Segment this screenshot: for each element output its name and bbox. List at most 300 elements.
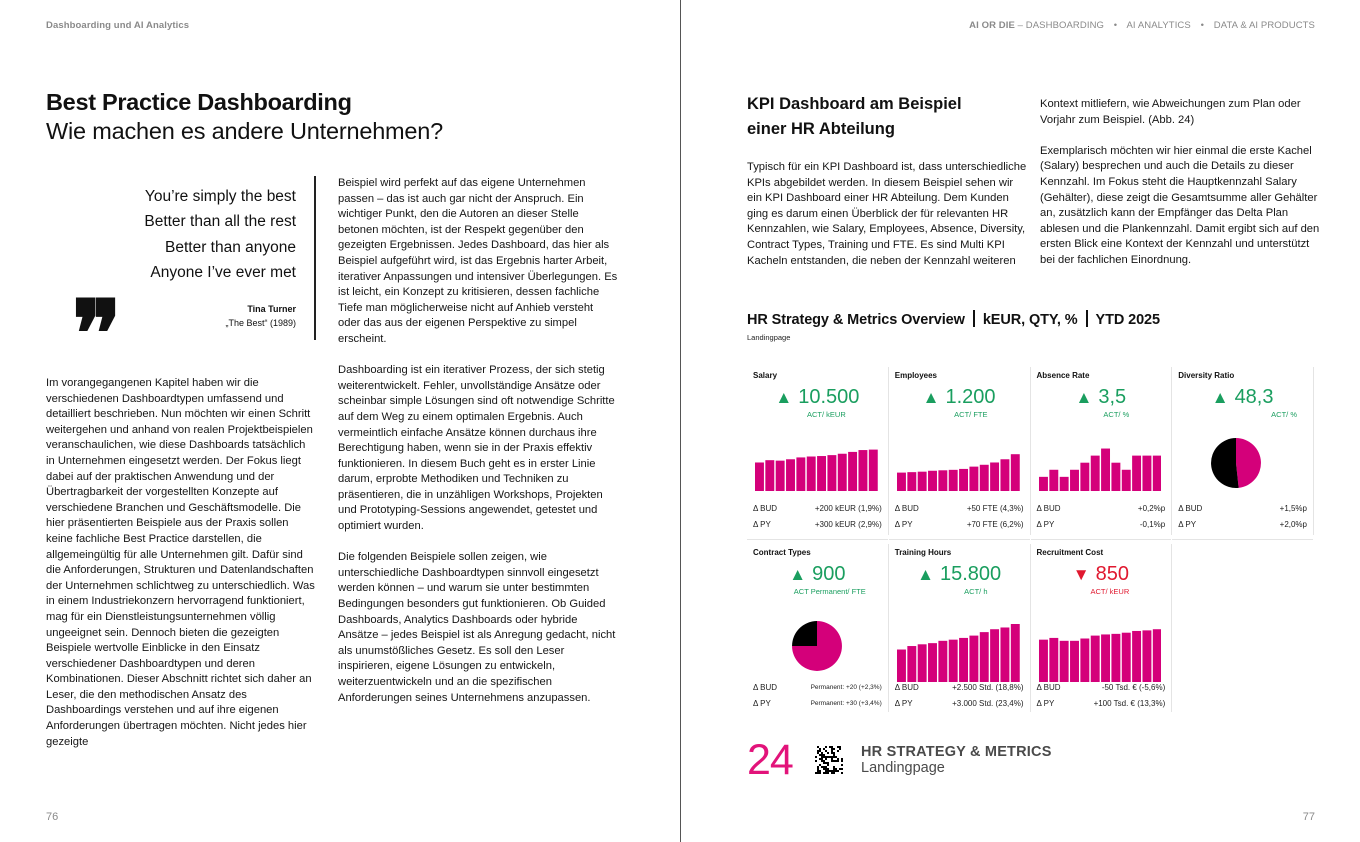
kpi-deltas xyxy=(753,680,882,712)
kpi-tile-contract-types[interactable] xyxy=(747,544,889,712)
bar-chart xyxy=(755,445,878,491)
bar xyxy=(1121,470,1130,491)
qr-module xyxy=(837,746,839,748)
kpi-value-number: 850 xyxy=(1095,563,1129,585)
qr-module xyxy=(831,752,833,754)
qr-module xyxy=(827,772,829,774)
figure-title: HR STRATEGY & METRICS xyxy=(861,744,1052,760)
bar xyxy=(959,638,968,682)
qr-module xyxy=(817,766,819,768)
bar xyxy=(1049,638,1058,682)
kpi-unit-label: ACT/ h xyxy=(964,587,988,596)
kpi-deltas xyxy=(1037,501,1166,533)
kpi-value-number: 15.800 xyxy=(939,563,1002,585)
kpi-chart xyxy=(897,445,1020,491)
qr-module xyxy=(837,760,839,762)
figure-subtitle: Landingpage xyxy=(861,760,945,776)
page-title: Best Practice Dashboarding xyxy=(46,89,352,115)
delta-value: +100 Tsd. € (13,3%) xyxy=(1093,699,1166,708)
delta-value: Permanent: +20 (+2,3%) xyxy=(810,684,882,691)
qr-module xyxy=(817,750,819,752)
bar-chart xyxy=(897,445,1020,491)
delta-value: +70 FTE (6,2%) xyxy=(966,520,1024,529)
dashboard-title-part: HR Strategy & Metrics Overview xyxy=(747,312,965,328)
triangle-up-icon: ▲ xyxy=(922,388,940,407)
bar xyxy=(969,467,978,491)
bar xyxy=(817,456,826,491)
bar xyxy=(1070,641,1079,682)
dashboard-header xyxy=(747,310,1314,342)
qr-module xyxy=(825,750,827,752)
kpi-tile-title: Diversity Ratio xyxy=(1178,371,1235,380)
qr-module xyxy=(825,746,827,748)
dashboard-title-part: kEUR, QTY, % xyxy=(982,312,1078,328)
qr-module xyxy=(815,756,817,758)
bar xyxy=(1039,477,1048,491)
triangle-up-icon: ▲ xyxy=(1211,388,1229,407)
qr-module xyxy=(817,770,819,772)
section-title xyxy=(747,92,1007,142)
qr-module xyxy=(825,758,827,760)
qr-module xyxy=(817,752,819,754)
kpi-value xyxy=(1037,386,1166,409)
kpi-value xyxy=(1037,563,1166,586)
bar xyxy=(980,632,989,682)
qr-module xyxy=(819,758,821,760)
qr-module xyxy=(819,748,821,750)
kpi-value xyxy=(753,563,882,586)
delta-row xyxy=(1178,501,1307,517)
qr-module xyxy=(815,772,817,774)
paragraph: Kontext mitliefern, wie Abweichungen zum Plan oder Vorjahr zum Beispiel. (Abb. 24) xyxy=(1040,98,1301,126)
qr-module xyxy=(829,756,831,758)
kpi-tile-diversity-ratio[interactable] xyxy=(1172,367,1314,535)
chapter-heading xyxy=(46,88,443,146)
bar xyxy=(1080,463,1089,491)
delta-value: -50 Tsd. € (-5,6%) xyxy=(1101,683,1166,692)
kpi-chart xyxy=(1210,437,1262,489)
qr-module xyxy=(819,764,821,766)
qr-module xyxy=(819,754,821,756)
kpi-value-number: 10.500 xyxy=(798,386,860,408)
title-separator xyxy=(973,310,975,327)
qr-module xyxy=(823,766,825,768)
bar xyxy=(1000,627,1009,682)
body-column-1 xyxy=(46,376,316,766)
bar xyxy=(765,460,774,491)
delta-label: Δ BUD xyxy=(753,504,778,513)
bar xyxy=(907,472,916,491)
bar xyxy=(1011,454,1020,491)
bar xyxy=(1111,634,1120,682)
pie-slice-other xyxy=(792,621,817,646)
bar xyxy=(928,471,937,491)
kpi-unit-label: ACT/ % xyxy=(1103,410,1130,419)
delta-label: Δ BUD xyxy=(894,683,919,692)
bar-chart xyxy=(897,624,1020,682)
kpi-value-number: 1.200 xyxy=(945,386,996,408)
kpi-unit-label: ACT/ kEUR xyxy=(806,410,846,419)
delta-value: +1,5%p xyxy=(1279,504,1307,513)
qr-module xyxy=(821,754,823,756)
bar xyxy=(755,462,764,491)
kpi-unit-label: ACT/ kEUR xyxy=(1090,587,1130,596)
qr-module xyxy=(841,764,843,766)
quote-source: „The Best“ (1989) xyxy=(225,318,296,328)
bar xyxy=(980,465,989,491)
kpi-deltas xyxy=(895,680,1024,712)
kpi-tile-title: Recruitment Cost xyxy=(1036,548,1104,557)
delta-label: Δ PY xyxy=(1178,520,1197,529)
section-title-line: einer HR Abteilung xyxy=(747,120,895,138)
qr-module xyxy=(823,756,825,758)
delta-row xyxy=(1037,680,1166,696)
bar xyxy=(990,629,999,682)
bar xyxy=(917,472,926,491)
delta-row xyxy=(1178,517,1307,533)
kpi-value xyxy=(753,386,882,409)
qr-module xyxy=(837,750,839,752)
qr-module xyxy=(833,766,835,768)
pie-chart xyxy=(791,620,843,672)
triangle-up-icon: ▲ xyxy=(789,565,807,584)
pie-chart xyxy=(1210,437,1262,489)
qr-module xyxy=(825,756,827,758)
qr-module xyxy=(831,772,833,774)
delta-row xyxy=(753,501,882,517)
qr-module xyxy=(823,762,825,764)
qr-module xyxy=(825,772,827,774)
qr-module xyxy=(833,748,835,750)
quote-line: You’re simply the best xyxy=(144,188,296,205)
delta-label: Δ PY xyxy=(753,520,771,529)
delta-row xyxy=(895,680,1024,696)
delta-value: +50 FTE (4,3%) xyxy=(966,504,1024,513)
title-separator xyxy=(1086,310,1088,327)
bar xyxy=(1142,456,1151,491)
triangle-up-icon: ▲ xyxy=(1075,388,1093,407)
bar xyxy=(1132,456,1141,491)
qr-module xyxy=(833,770,835,772)
bar xyxy=(907,646,916,682)
qr-module xyxy=(831,760,833,762)
qr-module xyxy=(833,756,835,758)
qr-module xyxy=(833,760,835,762)
bar-chart xyxy=(1039,624,1162,682)
qr-module xyxy=(825,770,827,772)
delta-label: Δ BUD xyxy=(753,683,778,692)
qr-module xyxy=(841,772,843,774)
bar xyxy=(786,459,795,491)
bar xyxy=(948,640,957,682)
delta-label: Δ BUD xyxy=(1036,504,1061,513)
running-head-part: – DASHBOARDING xyxy=(1017,20,1105,31)
bar xyxy=(1101,449,1110,491)
qr-module xyxy=(815,760,817,762)
paragraph: Im vorangegangenen Kapitel haben wir die verschiedenen Dashboardtypen umfassend und detailliert beschrieben. Nun möchten wir einen Schritt weitergehen und anhand von realen Projektbeispielen veranschaulichen, wie diese Dashboards tatsächlich in Unternehmen eingesetzt werden. Der Fokus liegt dabei auf der praktischen Anwendung und der Übertragbarkeit der vorgestellten Konzepte auf verschiedene Branchen und Geschäftsmodelle. Die hier präsentierten Beispiele aus der Praxis sollen keine fachliche Best Practice darstellen, die allgemeingültig für alle Unternehmen gilt. Dafür sind die Anforderungen, Strukturen und Datenlandschaften der Unternehmen schlichtweg zu unterschiedlich. Was in einem Industriekonzern hervorragend funktioniert, mag für ein Dienstleistungsunternehmen völlig ungeeignet sein. Dennoch bieten die gezeigten Beispiele wertvolle Einblicke in den Einsatz verschiedener Dashboardtypen und deren Kombinationen. Dieser Abschnitt richtet sich daher an Leser, die den methodischen Ansatz des Dashboardings verstehen und auf ihre eigenen Anforderungen übertragen möchten. Nicht jedes hier gezeigte xyxy=(46,377,315,748)
kpi-tile-title: Salary xyxy=(753,371,778,380)
kpi-chart xyxy=(791,620,843,672)
qr-module xyxy=(825,762,827,764)
qr-module xyxy=(833,772,835,774)
triangle-up-icon: ▲ xyxy=(917,565,934,584)
kpi-tile-title: Absence Rate xyxy=(1036,371,1090,380)
figure-caption-text xyxy=(861,744,1052,776)
qr-module xyxy=(831,756,833,758)
delta-label: Δ BUD xyxy=(1036,683,1061,692)
dashboard-title-part: YTD 2025 xyxy=(1095,312,1160,328)
kpi-chart xyxy=(755,445,878,491)
qr-module xyxy=(837,770,839,772)
running-head-left: Dashboarding und AI Analytics xyxy=(46,20,190,31)
kpi-chart xyxy=(1039,445,1162,491)
qr-module xyxy=(835,756,837,758)
quote-divider xyxy=(314,176,316,340)
bar xyxy=(969,636,978,682)
figure-caption xyxy=(747,738,1052,782)
paragraph: Exemplarisch möchten wir hier einmal die erste Kachel (Salary) besprechen und auch die Details zu dieser Kennzahl. Im Fokus steht die Hauptkennzahl Salary (Gehälter), diese zeigt die Gesamtsumme aller Gehälter an, zusätzlich kann der Empfänger das Delta Plan ablesen und die Plankennzahl. Damit ergibt sich auf den ersten Blick eine Kontext der Kennzahl und unterstützt bei der fachlichen Einordnung. xyxy=(1040,144,1320,266)
closing-quote-icon: ❞ xyxy=(72,280,116,388)
bar xyxy=(1152,456,1161,491)
bar xyxy=(948,470,957,491)
bar xyxy=(1000,459,1009,491)
kpi-deltas xyxy=(1178,501,1307,533)
qr-module xyxy=(827,752,829,754)
qr-module xyxy=(827,768,829,770)
qr-module xyxy=(841,768,843,770)
pie-slice-secondary xyxy=(1211,438,1239,488)
bar xyxy=(1111,463,1120,491)
qr-module xyxy=(831,758,833,760)
triangle-down-icon: ▼ xyxy=(1072,565,1090,584)
dashboard-subtitle: Landingpage xyxy=(747,333,791,342)
kpi-deltas xyxy=(895,501,1024,533)
bar xyxy=(807,457,816,492)
qr-module xyxy=(823,768,825,770)
bar xyxy=(838,454,847,491)
delta-row xyxy=(895,696,1024,712)
bar xyxy=(827,455,836,491)
delta-label: Δ BUD xyxy=(1178,504,1203,513)
paragraph: Typisch für ein KPI Dashboard ist, dass unterschiedliche KPIs abgebildet werden. In diesem Beispiel sehen wir ein KPI Dashboard einer HR Abteilung. Dem Kunden ging es darum einen Überblick der für relevanten HR Kennzahlen, wie Salary, Employees, Absence, Diversity, Contract Types, Training und FTE. Es sind Multi KPI Kacheln entstanden, die neben der Kennzahl weiteren xyxy=(747,161,1027,267)
bar xyxy=(1090,456,1099,491)
bar xyxy=(1039,640,1048,682)
qr-module xyxy=(831,748,833,750)
qr-code-icon xyxy=(815,746,843,774)
delta-row xyxy=(1037,696,1166,712)
bar xyxy=(1152,629,1161,682)
body-column-3 xyxy=(747,160,1027,285)
delta-value: +2.500 Std. (18,8%) xyxy=(952,683,1024,692)
qr-module xyxy=(819,770,821,772)
bar xyxy=(1049,470,1058,491)
delta-value: +3.000 Std. (23,4%) xyxy=(952,699,1024,708)
qr-module xyxy=(825,766,827,768)
bar xyxy=(990,462,999,491)
bar xyxy=(928,643,937,682)
pie-slice-primary xyxy=(1236,438,1261,488)
bar xyxy=(1011,624,1020,682)
delta-row xyxy=(1037,501,1166,517)
separator-dot: • xyxy=(1113,20,1118,31)
qr-module xyxy=(825,768,827,770)
delta-label: Δ BUD xyxy=(894,504,919,513)
delta-row xyxy=(753,680,882,696)
bar xyxy=(1090,636,1099,682)
bar xyxy=(1101,634,1110,682)
separator-dot: • xyxy=(1200,20,1205,31)
qr-module xyxy=(831,746,833,748)
delta-value: Permanent: +30 (+3,4%) xyxy=(810,700,882,707)
running-head-part: DATA & AI PRODUCTS xyxy=(1213,20,1315,31)
delta-value: +0,2%p xyxy=(1137,504,1166,513)
kpi-tile-title: Employees xyxy=(894,371,937,380)
kpi-unit-label: ACT/ FTE xyxy=(954,410,988,419)
qr-module xyxy=(839,768,841,770)
empty-tile-slot xyxy=(1172,544,1314,712)
delta-label: Δ PY xyxy=(894,520,913,529)
qr-module xyxy=(841,758,843,760)
bar xyxy=(796,457,805,491)
qr-module xyxy=(829,770,831,772)
kpi-tile-title: Contract Types xyxy=(753,548,811,557)
qr-module xyxy=(823,772,825,774)
delta-row xyxy=(1037,517,1166,533)
kpi-unit-label: ACT/ % xyxy=(1271,410,1297,419)
bar xyxy=(1080,639,1089,683)
kpi-value-number: 900 xyxy=(812,563,846,585)
delta-value: +2,0%p xyxy=(1279,520,1307,529)
kpi-tile-training-hours[interactable] xyxy=(889,544,1031,712)
qr-module xyxy=(839,746,841,748)
qr-module xyxy=(831,770,833,772)
qr-module xyxy=(823,748,825,750)
bar xyxy=(1059,477,1068,491)
page-number: 76 xyxy=(46,811,59,823)
qr-module xyxy=(821,758,823,760)
bar-chart xyxy=(1039,445,1162,491)
delta-row xyxy=(895,501,1024,517)
qr-module xyxy=(829,746,831,748)
qr-module xyxy=(841,760,843,762)
kpi-tile-absence-rate[interactable] xyxy=(1031,367,1173,535)
bar xyxy=(897,650,906,682)
qr-module xyxy=(827,762,829,764)
qr-module xyxy=(821,760,823,762)
delta-row xyxy=(895,517,1024,533)
qr-module xyxy=(831,750,833,752)
body-column-2 xyxy=(338,176,618,722)
qr-module xyxy=(833,752,835,754)
bar xyxy=(869,450,878,491)
qr-module xyxy=(821,756,823,758)
kpi-unit-label: ACT Permanent/ FTE xyxy=(793,587,866,596)
page-subtitle: Wie machen es andere Unternehmen? xyxy=(46,118,444,144)
kpi-value-number: 48,3 xyxy=(1234,386,1274,408)
delta-row xyxy=(753,696,882,712)
qr-module xyxy=(839,748,841,750)
bar xyxy=(1059,641,1068,682)
qr-module xyxy=(827,756,829,758)
qr-module xyxy=(823,754,825,756)
running-head-part: AI ANALYTICS xyxy=(1126,20,1191,31)
qr-module xyxy=(821,766,823,768)
qr-module xyxy=(823,760,825,762)
qr-module xyxy=(833,768,835,770)
qr-module xyxy=(827,764,829,766)
quote-line: Better than all the rest xyxy=(144,213,296,231)
kpi-value xyxy=(895,386,1024,409)
qr-module xyxy=(827,770,829,772)
quote-line: Better than anyone xyxy=(165,238,296,256)
kpi-chart xyxy=(1039,624,1162,682)
qr-module xyxy=(835,768,837,770)
pull-quote xyxy=(100,184,296,285)
bar xyxy=(1132,631,1141,682)
bar xyxy=(776,461,785,491)
kpi-tile-grid xyxy=(747,367,1314,721)
kpi-deltas xyxy=(753,501,882,533)
running-head-brand: AI OR DIE xyxy=(969,20,1015,31)
kpi-value-number: 3,5 xyxy=(1098,386,1127,408)
qr-module xyxy=(835,760,837,762)
kpi-tile-salary[interactable] xyxy=(747,367,889,535)
kpi-tile-employees[interactable] xyxy=(889,367,1031,535)
delta-value: +300 kEUR (2,9%) xyxy=(814,520,882,529)
bar xyxy=(1121,633,1130,682)
bar xyxy=(917,644,926,682)
delta-value: +200 kEUR (1,9%) xyxy=(814,504,882,513)
page-number: 77 xyxy=(1302,811,1315,823)
quote-line: Anyone I’ve ever met xyxy=(150,263,296,281)
qr-module xyxy=(835,770,837,772)
qr-module xyxy=(821,752,823,754)
bar xyxy=(938,641,947,682)
body-column-4 xyxy=(1040,97,1320,284)
kpi-chart xyxy=(897,624,1020,682)
bar xyxy=(959,469,968,491)
delta-row xyxy=(753,517,882,533)
qr-module xyxy=(837,758,839,760)
bar xyxy=(938,470,947,491)
section-title-line: KPI Dashboard am Beispiel xyxy=(747,95,962,113)
triangle-up-icon: ▲ xyxy=(775,388,793,407)
quote-author: Tina Turner xyxy=(247,304,296,314)
bar xyxy=(897,473,906,491)
kpi-tile-title: Training Hours xyxy=(894,548,952,557)
delta-label: Δ PY xyxy=(894,699,913,708)
qr-module xyxy=(819,772,821,774)
kpi-value xyxy=(1178,386,1307,409)
delta-label: Δ PY xyxy=(1036,699,1055,708)
kpi-value xyxy=(895,563,1024,586)
kpi-tile-recruitment-cost[interactable] xyxy=(1031,544,1173,712)
delta-label: Δ PY xyxy=(1036,520,1055,529)
dashboard-title xyxy=(747,310,1314,328)
qr-module xyxy=(817,768,819,770)
figure-number: 24 xyxy=(747,736,793,784)
bar xyxy=(1142,630,1151,682)
bar xyxy=(858,450,867,491)
quote-attribution xyxy=(150,302,296,330)
qr-module xyxy=(819,750,821,752)
bar xyxy=(848,452,857,491)
paragraph: Beispiel wird perfekt auf das eigene Unternehmen passen – das ist auch gar nicht der Anspruch. Ein wichtiger Punkt, den die Autoren an dieser Stelle betonen möchten, ist der Respekt gegenüber den gezeigten Ergebnissen. Jedes Dashboard, das hier als Beispiel aufgeführt wird, ist das Ergebnis harter Arbeit, iterativer Anpassungen und intensiver Überlegungen. Es ist leicht, ein Konzept zu kritisieren, dessen fachliche Tiefe man möglicherweise nicht auf Anhieb versteht oder das aus der eigenen Perspektive zu simpel erscheint. xyxy=(338,177,618,345)
paragraph: Dashboarding ist ein iterativer Prozess, der sich stetig weiterentwickelt. Fehler, unvollständige Ansätze oder scheinbar simple Lösungen sind oft notwendige Schritte auf dem Weg zu einem optimalen Ergebnis. Auch vermeintlich einfache Ansätze können durchaus ihre Berechtigung haben, wenn sie in der Praxis effektiv funktionieren. In diesem Buch geht es in erster Linie darum, erprobte Methodiken und Techniken zu präsentieren, die in unzähligen Workshops, Projekten und Prototyping-Sessions angewendet, getestet und optimiert wurden. xyxy=(338,364,615,533)
qr-module xyxy=(833,754,835,756)
paragraph: Die folgenden Beispiele sollen zeigen, wie unterschiedliche Dashboardtypen sinnvoll eingesetzt werden können – und warum sie unter bestimmten Bedingungen besonders gut funktionieren. Ob Guided Dashboards, Analytics Dashboards oder hybride Ansätze – jedes Beispiel ist als Anregung gedacht, nicht als unumstößliches Gesetz. Es soll den Leser inspirieren, eigene Lösungen zu entwickeln, weiterzuentwickeln und an die spezifischen Anforderungen seines Unternehmens anzupassen. xyxy=(338,551,616,704)
delta-label: Δ PY xyxy=(753,699,771,708)
